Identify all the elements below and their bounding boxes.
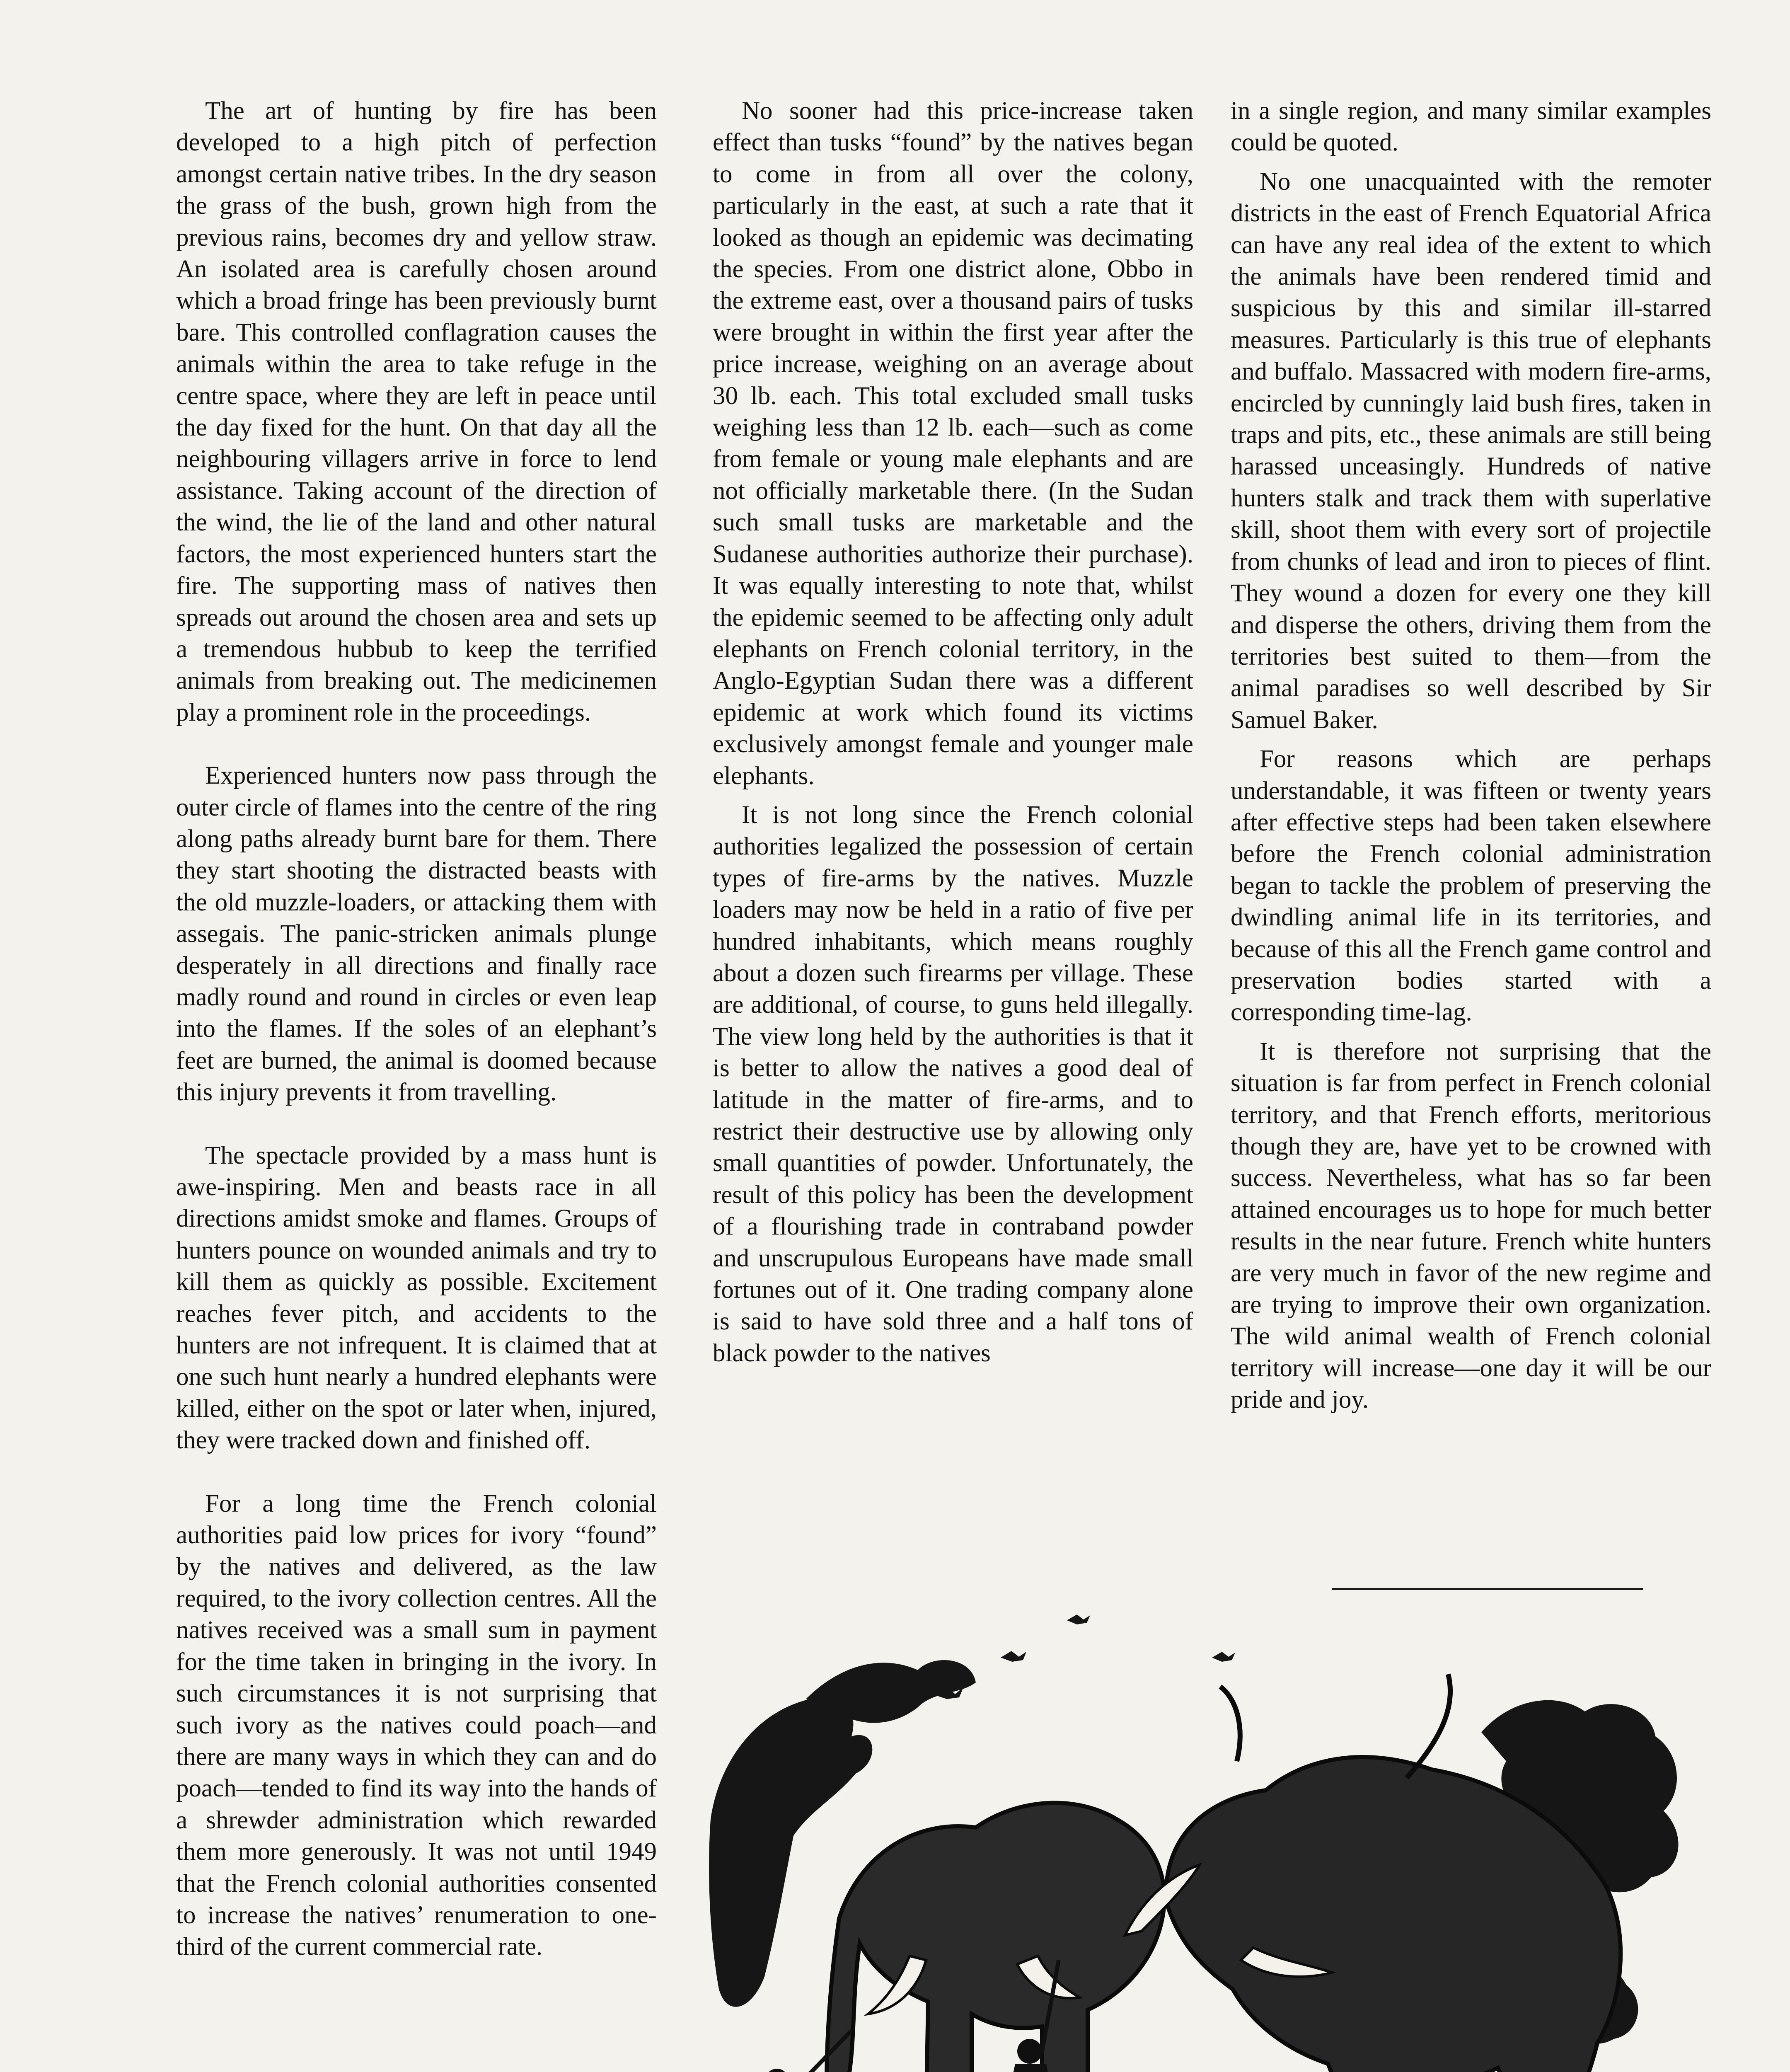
elephant-hunt-illustration xyxy=(702,1604,1720,2072)
paragraph: No sooner had this price-increase taken effect than tusks “found” by the natives began to come in from all over the colony, particularly in the east, at such a rate that it looked as though an epidemic was decimating the species. From one district alone, Obbo in the extreme east, over a thousand pairs of tusks were brought in within the first year after the price increase, weighing on an average about 30 lb. each. This total excluded small tusks weighing less than 12 lb. each—such as come from female or young male elephants and are not officially marketable there. (In the Sudan such small tusks are marketable and the Sudanese authorities authorize their purchase). It was equally interesting to note that, whilst the epidemic seemed to be affecting only adult elephants on French colonial territory, in the Anglo-Egyptian Sudan there was a different epidemic at work which found its victims exclusively amongst female and younger male elephants. xyxy=(713,97,1193,790)
article-column-3 xyxy=(1231,95,1711,1416)
paragraph: The art of hunting by fire has been developed to a high pitch of perfection amongst certain native tribes. In the dry season the grass of the bush, grown high from the previous rains, becomes dry and yellow straw. An isolated area is carefully chosen around which a broad fringe has been previously burnt bare. This controlled conflagration causes the animals within the area to take refuge in the centre space, where they are left in peace until the day fixed for the hunt. On that day all the neighbouring villagers arrive in force to lend assistance. Taking account of the direction of the wind, the lie of the land and other natural factors, the most experienced hunters start the fire. The supporting mass of natives then spreads out around the chosen area and sets up a tremendous hubbub to keep the terrified animals from breaking out. The medicinemen play a prominent role in the proceedings. xyxy=(176,97,657,726)
section-divider xyxy=(1332,1588,1643,1590)
paragraph: It is not long since the French colonial authorities legalized the possession of certain types of fire-arms by the natives. Muzzle loaders may now be held in a ratio of five per hundred inhabitants, which means roughly about a dozen such firearms per village. These are additional, of course, to guns held illegally. The view long held by the authorities is that it is better to allow the natives a good deal of latitude in the matter of fire-arms, and to restrict their destructive use by allowing only small quantities of powder. Unfortunately, the result of this policy has been the development of a flourishing trade in contraband powder and unscrupulous Europeans have made small fortunes out of it. One trading company alone is said to have sold three and a half tons of black powder to the natives xyxy=(713,801,1193,1367)
illustration-drawing xyxy=(702,1604,1720,2072)
paragraph: For a long time the French colonial authorities paid low prices for ivory “found” by the natives and delivered, as the law required, to the ivory collection centres. All the natives received was a small sum in payment for the time taken in bringing in the ivory. In such circumstances it is not surprising that such ivory as the natives could poach—and there are many ways in which they can and do poach—tended to find its way into the hands of a shrewder administration which rewarded them more generously. It was not until 1949 that the French colonial authorities consented to increase the natives’ renumeration to one-third of the current commercial rate. xyxy=(176,1489,657,1961)
paragraph: It is therefore not surprising that the situation is far from perfect in French colonial territory, and that French efforts, meritorious though they are, have yet to be crowned with success. Nevertheless, what has so far been attained encourages us to hope for much better results in the near future. French white hunters are very much in favor of the new regime and are trying to improve their own organization. The wild animal wealth of French colonial territory will increase—one day it will be our pride and joy. xyxy=(1231,1037,1711,1414)
paragraph: For reasons which are perhaps understandable, it was fifteen or twenty years after effective steps had been taken elsewhere before the French colonial administration began to tackle the problem of preserving the dwindling animal life in its territories, and because of this all the French game control and preservation bodies started with a corresponding time-lag. xyxy=(1231,745,1711,1026)
paragraph: No one unacquainted with the remoter districts in the east of French Equatorial Africa can have any real idea of the extent to which the animals have been rendered timid and suspicious by this and similar ill-starred measures. Particularly is this true of elephants and buffalo. Massacred with modern fire-arms, encircled by cunningly laid bush fires, taken in traps and pits, etc., these animals are still being harassed unceasingly. Hundreds of native hunters stalk and track them with superlative skill, shoot them with every sort of projectile from chunks of lead and iron to pieces of flint. They wound a dozen for every one they kill and disperse the others, driving them from the territories best suited to them—from the animal paradises so well described by Sir Samuel Baker. xyxy=(1231,167,1711,734)
paragraph: Experienced hunters now pass through the outer circle of flames into the centre of the ring along paths already burnt bare for them. There they start shooting the distracted beasts with the old muzzle-loaders, or attacking them with assegais. The panic-stricken animals plunge desperately in all directions and finally race madly round and round in circles or even leap into the flames. If the soles of an elephant’s feet are burned, the animal is doomed because this injury prevents it from travelling. xyxy=(176,762,657,1106)
article-column-2 xyxy=(713,95,1193,1369)
paragraph: in a single region, and many similar examples could be quoted. xyxy=(1231,97,1711,157)
paragraph: The spectacle provided by a mass hunt is awe-inspiring. Men and beasts race in all directions amidst smoke and flames. Groups of hunters pounce on wounded animals and try to kill them as quickly as possible. Excitement reaches fever pitch, and accidents to the hunters are not infrequent. It is claimed that at one such hunt nearly a hundred elephants were killed, either on the spot or later when, injured, they were tracked down and finished off. xyxy=(176,1141,657,1455)
article-column-1 xyxy=(176,95,657,1963)
